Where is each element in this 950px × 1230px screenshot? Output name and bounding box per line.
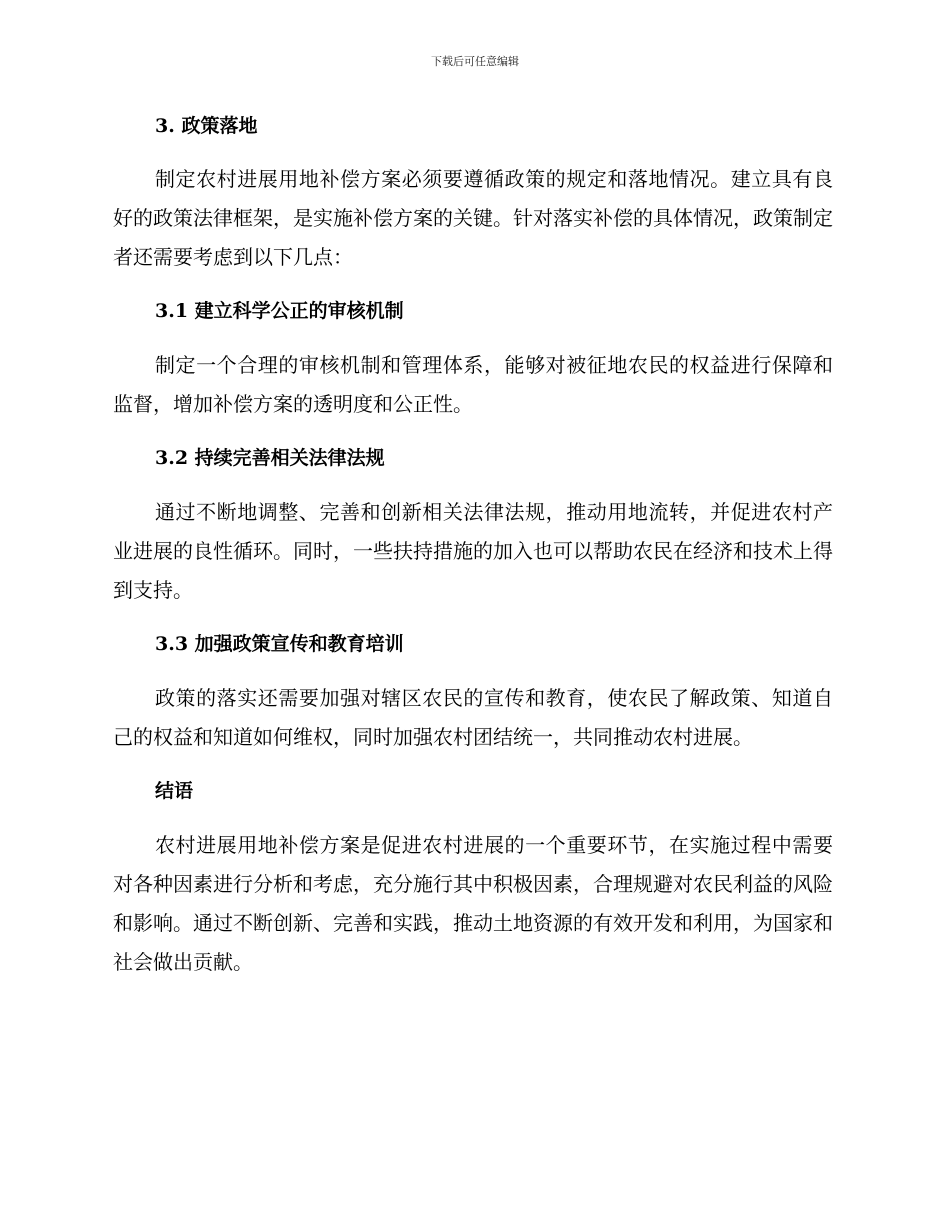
section-paragraph-laws-regulations: 通过不断地调整、完善和创新相关法律法规，推动用地流转，并促进农村产业进展的良性循环。同时，一些扶持措施的加入也可以帮助农民在经济和技术上得到支持。 — [113, 500, 833, 602]
section-heading-policy-implementation: 3. 政策落地 — [155, 115, 258, 137]
section-paragraph-review-mechanism: 制定一个合理的审核机制和管理体系，能够对被征地农民的权益进行保障和监督，增加补偿方案的透明度和公正性。 — [113, 353, 833, 416]
section-heading-review-mechanism: 3.1 建立科学公正的审核机制 — [155, 300, 404, 322]
section-paragraph-conclusion: 农村进展用地补偿方案是促进农村进展的一个重要环节，在实施过程中需要对各种因素进行分析和考虑，充分施行其中积极因素，合理规避对农民利益的风险和影响。通过不断创新、完善和实践，推动土地资源的有效开发和利用，为国家和社会做出贡献。 — [113, 833, 833, 974]
page-header: 下载后可任意编辑 — [431, 55, 519, 68]
section-heading-laws-regulations: 3.2 持续完善相关法律法规 — [155, 447, 385, 469]
section-paragraph-publicity-training: 政策的落实还需要加强对辖区农民的宣传和教育，使农民了解政策、知道自己的权益和知道如何维权，同时加强农村团结统一，共同推动农村进展。 — [113, 686, 833, 749]
section-paragraph-policy-implementation: 制定农村进展用地补偿方案必须要遵循政策的规定和落地情况。建立具有良好的政策法律框架，是实施补偿方案的关键。针对落实补偿的具体情况，政策制定者还需要考虑到以下几点： — [113, 167, 833, 269]
section-heading-publicity-training: 3.3 加强政策宣传和教育培训 — [155, 633, 404, 655]
document-body — [113, 106, 833, 982]
section-heading-conclusion: 结语 — [155, 780, 194, 802]
